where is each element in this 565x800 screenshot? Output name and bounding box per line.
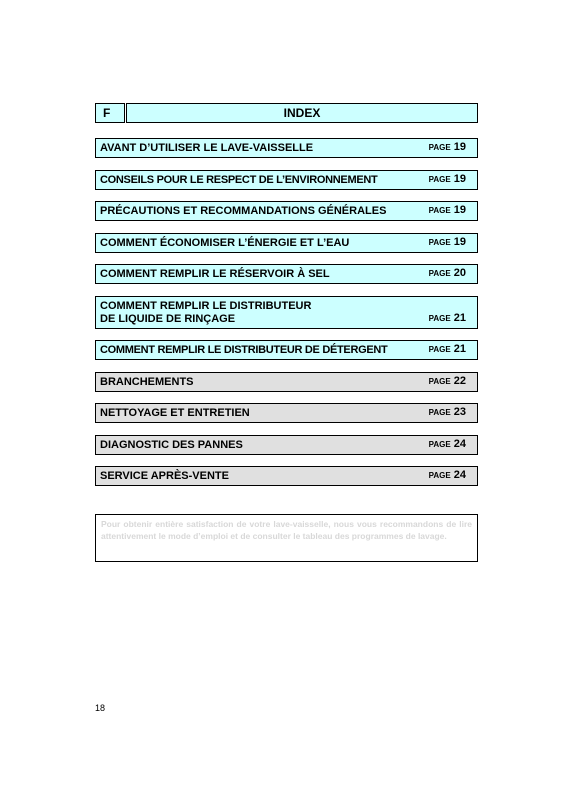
entry-page <box>429 343 466 356</box>
entry-label: COMMENT REMPLIR LE RÉSERVOIR À SEL <box>100 268 330 280</box>
index-title: INDEX <box>126 103 478 123</box>
page-number-ref: 19 <box>453 173 466 185</box>
entry-page <box>429 267 466 280</box>
index-entry-environment <box>95 170 478 190</box>
page-number-ref: 23 <box>453 406 466 418</box>
entry-label: CONSEILS POUR LE RESPECT DE L’ENVIRONNEMENT <box>100 174 378 186</box>
entry-page <box>429 204 466 217</box>
page-number-ref: 21 <box>453 312 466 324</box>
entry-label: AVANT D’UTILISER LE LAVE-VAISSELLE <box>100 142 314 154</box>
page-word: PAGE <box>428 269 451 278</box>
entry-page <box>429 438 466 451</box>
index-entry-cleaning <box>95 403 478 423</box>
page-number-ref: 20 <box>453 267 466 279</box>
index-entry-connections <box>95 372 478 392</box>
page-word: PAGE <box>428 377 451 386</box>
page-number-ref: 24 <box>453 469 466 481</box>
index-entry-save-energy <box>95 233 478 253</box>
entry-label: BRANCHEMENTS <box>100 376 194 388</box>
index-entry-precautions <box>95 201 478 221</box>
entry-label: SERVICE APRÈS-VENTE <box>100 470 229 482</box>
page-word: PAGE <box>428 408 451 417</box>
index-entry-before-use <box>95 138 478 158</box>
entry-label-line-1: COMMENT REMPLIR LE DISTRIBUTEUR <box>100 300 312 312</box>
page-number-ref: 21 <box>453 343 466 355</box>
index-entry-detergent <box>95 340 478 360</box>
entry-label: NETTOYAGE ET ENTRETIEN <box>100 407 250 419</box>
page-number: 18 <box>95 703 106 713</box>
page-word: PAGE <box>428 238 451 247</box>
entry-page <box>429 469 466 482</box>
entry-page <box>429 236 466 249</box>
section-letter: F <box>95 103 125 123</box>
advice-note: Pour obtenir entière satisfaction de votre lave-vaisselle, nous vous recommandons de lire attentivement le mode d’emploi et de consulter le tableau des programmes de lavage. <box>95 514 478 562</box>
page-word: PAGE <box>428 440 451 449</box>
index-entry-salt-reservoir <box>95 264 478 284</box>
index-entry-after-sales <box>95 466 478 486</box>
entry-label: COMMENT REMPLIR LE DISTRIBUTEUR DE DÉTERGENT <box>100 344 388 356</box>
entry-label: COMMENT ÉCONOMISER L’ÉNERGIE ET L’EAU <box>100 237 350 249</box>
page-word: PAGE <box>428 314 451 323</box>
page-number-ref: 19 <box>453 236 466 248</box>
entry-page <box>429 406 466 419</box>
entry-page <box>429 312 466 325</box>
page-number-ref: 19 <box>453 141 466 153</box>
page-number-ref: 24 <box>453 438 466 450</box>
page-word: PAGE <box>428 206 451 215</box>
index-entry-rinse-aid <box>95 296 478 329</box>
page-word: PAGE <box>428 175 451 184</box>
page-number-ref: 22 <box>453 375 466 387</box>
entry-label: PRÉCAUTIONS ET RECOMMANDATIONS GÉNÉRALES <box>100 205 387 217</box>
index-entry-troubleshooting <box>95 435 478 455</box>
entry-page <box>429 375 466 388</box>
page-word: PAGE <box>428 345 451 354</box>
entry-page <box>429 173 466 186</box>
page-number-ref: 19 <box>453 204 466 216</box>
entry-label: DIAGNOSTIC DES PANNES <box>100 439 243 451</box>
page-word: PAGE <box>428 143 451 152</box>
entry-page <box>429 141 466 154</box>
entry-label-line-2: DE LIQUIDE DE RINÇAGE <box>100 313 236 325</box>
page-word: PAGE <box>428 471 451 480</box>
